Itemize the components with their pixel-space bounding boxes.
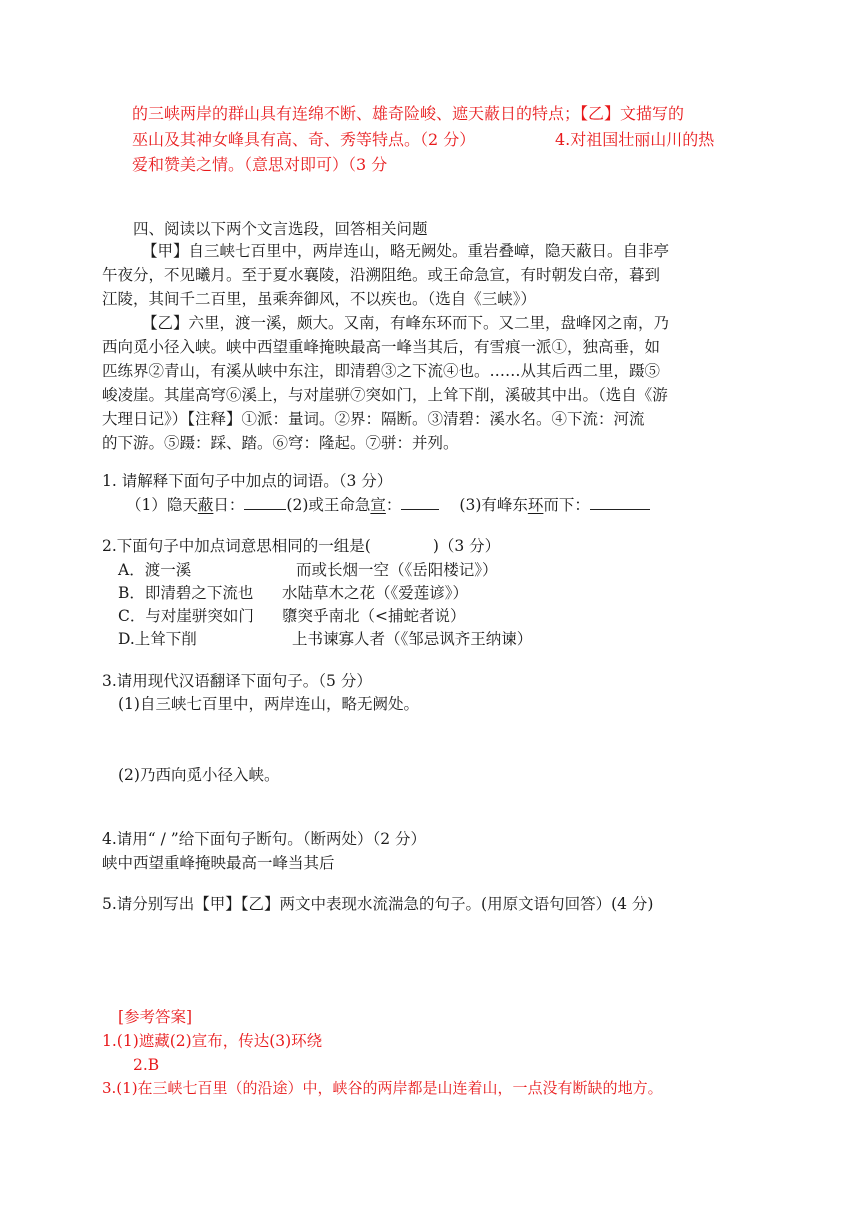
question-3-title: 3.请用现代汉语翻译下面句子。（5 分） (102, 672, 372, 690)
answer-blank[interactable] (590, 495, 650, 510)
question-1-items: （1）隐天蔽日： (2)或王命急宣： (3)有峰东环而下： (126, 494, 650, 516)
option-b-left: B．即清碧之下流也 (118, 584, 254, 602)
option-a-left: A．渡一溪 (118, 561, 192, 579)
reference-answer-2: 2.B (133, 1056, 160, 1074)
passage-yi-line: 【乙】六里，渡一溪，颇大。又南，有峰东环而下。又二里，盘峰冈之南，乃 (142, 314, 670, 332)
question-2-title: 2.下面句子中加点词意思相同的一组是( )（3 分） (102, 537, 501, 555)
answer-blank[interactable] (244, 495, 286, 510)
reference-answer-1: 1.(1)遮藏(2)宣布，传达(3)环绕 (102, 1032, 323, 1050)
reference-answer-3: 3.(1)在三峡七百里（的沿途）中，峡谷的两岸都是山连着山，一点没有断缺的地方。 (102, 1079, 663, 1097)
question-4-sentence: 峡中西望重峰掩映最高一峰当其后 (102, 854, 335, 872)
passage-jia-line: 江陵，其间千二百里，虽乘奔御风，不以疾也。（选自《三峡》） (102, 290, 537, 308)
answer-line-1: 的三峡两岸的群山具有连绵不断、雄奇险峻、遮天蔽日的特点；【乙】文描写的 (132, 104, 685, 123)
option-c-right: 隳突乎南北（<捕蛇者说） (282, 607, 466, 625)
option-d-left: D.上耸下削 (118, 630, 197, 648)
passage-yi-line: 西向觅小径入峡。峡中西望重峰掩映最高一峰当其后，有雪痕一派①，独高垂，如 (102, 338, 661, 356)
section-heading: 四、阅读以下两个文言选段，回答相关问题 (133, 220, 428, 238)
answer-line-3: 爱和赞美之情。（意思对即可）（3 分 (132, 155, 388, 174)
question-5-title: 5.请分别写出【甲】【乙】两文中表现水流湍急的句子。(用原文语句回答）(4 分) (102, 895, 654, 913)
answer-blank[interactable] (401, 495, 439, 510)
passage-yi-line: 峻凌崖。其崖高穹⑥溪上，与对崖骈⑦突如门，上耸下削，溪破其中出。（选自《游 (102, 386, 668, 404)
question-3-sentence-2: (2)乃西向觅小径入峡。 (118, 766, 280, 784)
passage-jia-line: 【甲】自三峡七百里中，两岸连山，略无阙处。重岩叠嶂，隐天蔽日。自非亭 (142, 242, 670, 260)
option-a-right: 而或长烟一空（《岳阳楼记》） (296, 561, 498, 579)
passage-jia-line: 午夜分，不见曦月。至于夏水襄陵，沿溯阻绝。或王命急宣，有时朝发白帝，暮到 (102, 266, 661, 284)
answer-line-2: 巫山及其神女峰具有高、奇、秀等特点。（2 分） (132, 130, 476, 149)
option-c-left: C．与对崖骈突如门 (118, 607, 254, 625)
answer-line-2b: 4.对祖国壮丽山川的热 (555, 130, 715, 149)
question-1-title: 1. 请解释下面句子中加点的词语。（3 分） (102, 472, 393, 490)
passage-yi-line: 大理日记》）【注释】①派：量词。②界：隔断。③清碧：溪水名。④下流：河流 (102, 410, 645, 428)
reference-heading: [参考答案] (118, 1008, 193, 1026)
option-b-right: 水陆草木之花（《爱莲谚》） (282, 584, 469, 602)
question-3-sentence-1: (1)自三峡七百里中，两岸连山，略无阙处。 (118, 695, 419, 713)
passage-yi-line: 的下游。⑤蹑：踩、踏。⑥穹：隆起。⑦骈：并列。 (102, 434, 459, 452)
passage-yi-line: 匹练界②青山，有溪从峡中东注，即清碧③之下流④也。……从其后西二里，蹑⑤ (102, 362, 661, 380)
question-4-title: 4.请用“ / ”给下面句子断句。（断两处）（2 分） (102, 830, 427, 848)
option-d-right: 上书谏寡人者（《邹忌讽齐王纳谏） (292, 630, 533, 648)
